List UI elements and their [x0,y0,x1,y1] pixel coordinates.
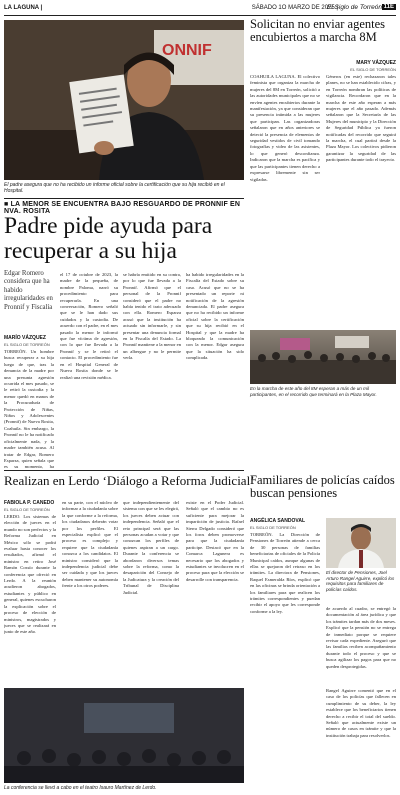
pensions-story-column-1: TORREÓN. La Dirección de Pensiones de Torreón atiende a cerca de 30 personas de familias beneficiarias de oficiales de la Policía Municipal caídos, aunque algunas de ellas se quejaron del retraso en los trámites. La directora de Pensiones, Raquel Esmeralda Ríos, explicó que en las oficinas se brinda orientación a los familiares para que realicen los trámites correspondientes y puedan recibir el apoyo que les corresponde conforme a la ley. [250,532,320,614]
main-story-author-org: EL SIGLO DE TORREÓN [4,342,50,347]
page-header [4,3,396,16]
pensions-photo-caption: El director de Pensiones, Joel Arturo Rangel Aguirre, explicó los requisitos para familiares de policías caídos. [326,570,395,592]
main-story-column-4: ha habido irregularidades en la Fiscalía del Estado sobre su caso. Acusó que no se ha presentado un reporte ni notificación de la agresión denunciada. El padre asegura que no ha recibido un informe oficial sobre la certificación que su hija recibió en el Hospital y que la madre ha bloqueado la comunicación con la menor. Edgar asegura que la situación ha sido complicada. [186,272,244,361]
lerdo-story-column-2: en su parte, con el núcleo de informar a la ciudadanía sobre la que conforme a la reforma, los ciudadanos deberán votar por los perfiles. El especialista explicó que el proceso es complejo y requiere que la ciudadanía conozca a los candidatos. El ministro consideró que la independencia judicial debe ser cuidada y que los jueces deben mantener su autonomía frente a los otros poderes. [62,500,118,589]
side-story-author-org: EL SIGLO DE TORREÓN [350,67,396,72]
main-story-photo [4,20,244,180]
lerdo-story-author: FABIOLA P. CANEDO [4,500,55,506]
man-holding-document-illustration [4,20,244,180]
side-story-column-1: COAHUILA LAGUNA. El colectivo feminista que organiza la marcha de mujeres del 8M en Torreón, solicitó a las autoridades municipales que no se envíen agentes encubiertos durante la manifestación, ya que consideran que su presencia intimida a las mujeres que participan. Las organizadoras señalaron que en años anteriores se detectó la presencia de elementos de seguridad vestidos de civil tomando fotografías y video de las asistentes, lo que generó desconfianza. Indicaron que la marcha es pacífica y que las participantes tienen derecho a expresarse libremente sin ser vigiladas. [250,74,320,182]
official-portrait-illustration [326,518,396,568]
side-story-author: MARY VÁZQUEZ [356,60,396,66]
kicker-rule [4,198,244,199]
march-photo-caption: En la marcha de este año del 8M esperan a más de un mil participantes, en el recorrido que terminará en la Plaza Mayor. [250,386,377,397]
page-logo: 11E [383,4,394,10]
side-story-column-2: Géneros (en este) rechazaron tales planes, no se han establecido cifras, y en Torreón nombran las políticas de vigilancia. Recordaron que en la marcha de este año esperan a más mujeres que el año pasado. Además señalaron que la Secretaría de las Mujeres del municipio y la Dirección de Seguridad Pública ya fueron notificadas del recorrido que seguirá la marcha, el cual partirá desde la Plaza Mayor. Los colectivos pidieron garantizar la seguridad de las participantes durante todo el trayecto. [326,74,396,163]
lerdo-story-headline: Realizan en Lerdo ‘Diálogo a Reforma Judicial’ [4,473,255,488]
main-story-author: MARÍO VÁZQUEZ [4,335,46,341]
crowd-march-illustration [250,330,396,384]
main-photo-caption: El padre asegura que no ha recibido un informe oficial sobre la certificación que su hija recibió en el Hospital. [4,182,225,194]
main-story-deck: Edgar Romero considera que ha habido irregularidades en Pronnif y Fiscalía [4,270,53,311]
pensions-story-headline: Familiares de policías caídos buscan pensiones [250,473,395,501]
issue-date: SÁBADO 1O MARZO DE 2025 | [251,5,338,11]
kicker-text: LA MENOR SE ENCUENTRA BAJO RESGUARDO DE PRONNIF EN NVA. ROSITA [4,201,241,215]
svg-text:ONNIF: ONNIF [162,42,212,59]
lerdo-story-column-4: existe en el Poder Judicial. Señaló que el cambio no es suficiente para mejorar la impartición de justicia. Rafael Sierra Delgado consideró que los foros deben promoverse para que la ciudadanía participe. Destacó que en la Comarca Lagunera es necesario que los abogados y estudiantes se involucren en el proceso para que la elección se desarrolle con transparencia. [186,500,244,582]
lerdo-story-column-1: LERDO. Los sistemas de elección de jueces en el mundo no son perfectos y la Reforma Judicial en México sólo se podrá evaluar hasta conocer los resultados, afirmó el ministro en retiro José Ramón Cossío durante la conferencia que ofreció en Lerdo. A la reunión acudieron abogados, estudiantes y público en general, quienes escucharon la explicación sobre el proceso de elección de ministros, magistrados y jueces que se realizará en junio de este año. [4,514,56,635]
bottom-section-rule [4,470,244,471]
pensions-story-author: ANGÉLICA SANDOVAL [250,518,305,524]
main-story-column-2: el 17 de octubre de 2023, la madre de la pequeña, de nombre Paloma, narró su procedimiento para recuperarla. En una conversación, Romero señaló que se le han dado sus cuidados y la custodia. De acuerdo con el padre, en el mes pasado la menor le informó que fue víctima de agresión, con lo que fue llevada a la Pronnif y se le retiró el contacto. El procedimiento fue en el Hospital General de Nueva Rosita donde se le realizó una revisión médica. [60,272,118,380]
newspaper-brand: El Siglo de Torreón [326,4,382,11]
pensions-photo [326,518,396,568]
conference-photo-caption: La conferencia se llevó a cabo en el teatro Isauro Martínez de Lerdo. [4,785,157,791]
conference-audience-illustration [4,688,244,783]
conference-photo [4,688,244,783]
pensions-story-column-2: de acuerdo al cuadro, se entregó la documentación al área jurídica y que los trámites tardan más de dos meses. Explicó que la pensión no se entrega de inmediato porque se requiere revisar cada expediente. Aseguró que las familias reciben acompañamiento durante todo el proceso y que se busca agilizar los pagos para que no queden desprotegidas. [326,606,396,669]
section-name: LA LAGUNA | [4,5,43,11]
pensions-story-column-3: Rangel Aguirre comentó que en el caso de los policías que fallecen en cumplimiento de su deber, la ley establece que los beneficiarios tienen derecho a recibir el total del sueldo. Señaló que actualmente existe un número de casos en trámite y que la institución trabaja para resolverlos. [326,688,396,738]
main-story-column-1: TORREÓN. Un hombre busca recuperar a su hija luego de que, tras la denuncia de la madre por una presunta agresión ocurrida el mes pasado, se le retiró la custodia y la menor quedó en manos de la Procuraduría de Protección de Niñas, Niños y Adolescentes (Pronnif) de Nueva Rosita, Coahuila. Sin embargo, la Pronnif no le ha notificado oficialmente nada, y la madre también acusa. Al tratar de Edgar, Romero Esparza, quien señala que es su momento, ha [4,349,54,469]
main-story-headline: Padre pide ayuda para recuperar a su hija [4,213,213,264]
lerdo-story-author-org: EL SIGLO DE TORREÓN [4,507,50,512]
side-story-headline: Solicitan no enviar agentes encubiertos a marcha 8M [250,17,386,45]
pensions-story-author-org: EL SIGLO DE TORREÓN [250,525,296,530]
kicker-bullet-icon: ■ [4,201,11,208]
lerdo-story-column-3: que independientemente del sistema con que se les elegirá, los jueces deben actuar con independencia. Señaló que el reto principal será que las personas acudan a votar y que conozcan los perfiles de quienes aspiran a un cargo. Durante la conferencia se abordaron diversos temas sobre la reforma, como la desaparición del Consejo de la Judicatura y la creación del Tribunal de Disciplina Judicial. [123,500,179,595]
main-story-column-3: se habría emitido en su contra, por lo que fue llevada a la Pronnif. Afirmó que el personal de la Pronnif consideró que el padre no había tenido el trato adecuado con ella. Romero Esparza acusó que la institución ha actuado sin informarle, y sin presentar una denuncia formal en la Fiscalía del Estado. La Pronnif mantiene a la menor en un albergue y no le permite verla. [123,272,181,361]
march-photo [250,330,396,384]
